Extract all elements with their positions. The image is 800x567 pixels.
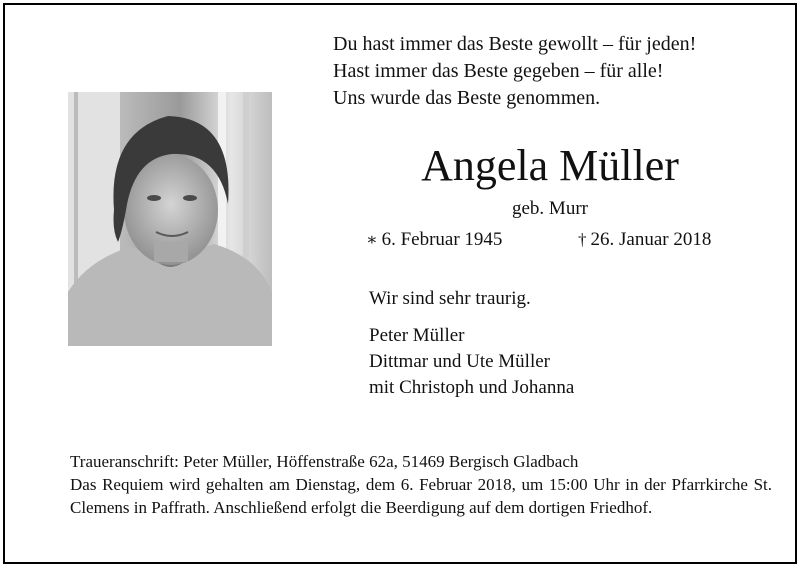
verse-line-2: Hast immer das Beste gegeben – für alle!: [333, 60, 664, 82]
death-date: 26. Januar 2018: [590, 229, 712, 250]
verse-line-1: Du hast immer das Beste gewollt – für jeden!: [333, 33, 697, 55]
portrait-photo: [68, 92, 272, 346]
birth-date: 6. Februar 1945: [381, 229, 503, 250]
birth-star-icon: ∗: [366, 230, 378, 249]
mourner-line-3: mit Christoph und Johanna: [369, 377, 575, 398]
mourner-line-2: Dittmar und Ute Müller: [369, 351, 550, 372]
verse-line-3: Uns wurde das Beste genommen.: [333, 87, 601, 109]
mourning-message: Wir sind sehr traurig.: [369, 288, 531, 309]
mourners-list: [369, 323, 574, 401]
deceased-name: Angela Müller: [421, 141, 679, 190]
mourning-address: Traueranschrift: Peter Müller, Höffenstraße 62a, 51469 Bergisch Gladbach: [70, 452, 579, 471]
requiem-information: Das Requiem wird gehalten am Dienstag, dem 6. Februar 2018, um 15:00 Uhr in der Pfarrkirche St. Clemens in Paffrath. Anschließend erfolgt die Beerdigung auf dem dortigen Friedhof.: [70, 475, 772, 517]
mourner-line-1: Peter Müller: [369, 325, 465, 346]
birth-date-group: [366, 228, 502, 252]
funeral-details: [70, 450, 772, 519]
death-date-group: [578, 228, 711, 252]
memorial-verse: [333, 31, 696, 112]
death-cross-icon: †: [578, 230, 587, 249]
maiden-name: geb. Murr: [512, 198, 588, 219]
